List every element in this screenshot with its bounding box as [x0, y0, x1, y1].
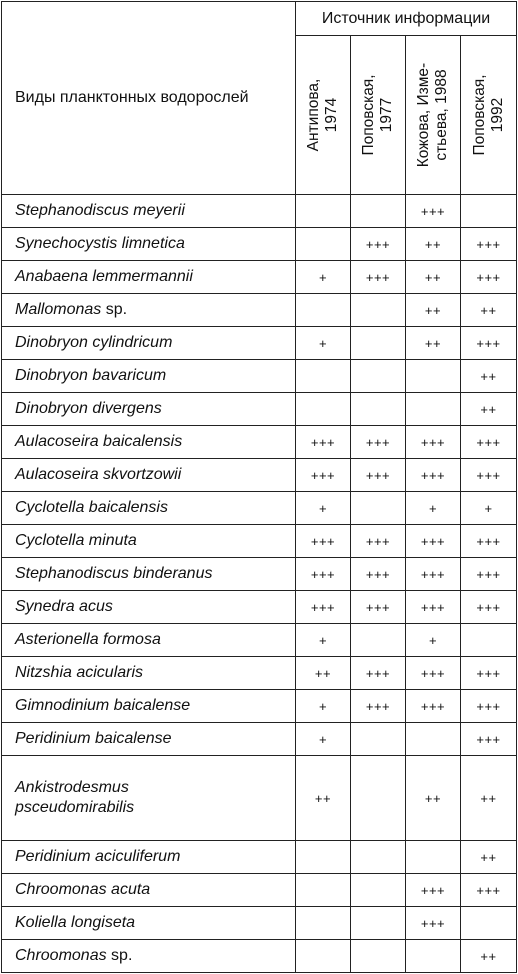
abundance-cell [296, 940, 351, 973]
abundance-cell [406, 940, 461, 973]
abundance-cell: +++ [296, 459, 351, 492]
abundance-cell [351, 723, 406, 756]
abundance-cell: + [296, 723, 351, 756]
abundance-cell: +++ [406, 459, 461, 492]
table-row [2, 327, 517, 360]
abundance-cell: + [296, 261, 351, 294]
species-name: Cyclotella baicalensis [15, 499, 168, 516]
abundance-cell [351, 624, 406, 657]
species-name: Chroomonas [15, 947, 107, 964]
source-label: Поповская, 1977 [360, 74, 395, 156]
species-name: Stephanodiscus binderanus [15, 565, 213, 582]
abundance-cell: +++ [351, 261, 406, 294]
species-name-cell [2, 492, 296, 525]
species-name: Synedra acus [15, 598, 113, 615]
abundance-cell: +++ [406, 591, 461, 624]
species-name-cell [2, 360, 296, 393]
table-row [2, 261, 517, 294]
species-name: Synechocystis limnetica [15, 235, 185, 252]
abundance-cell [461, 624, 517, 657]
table-row [2, 907, 517, 940]
species-name-cell [2, 195, 296, 228]
species-name: Anabaena lemmermannii [15, 268, 193, 285]
abundance-cell: +++ [351, 591, 406, 624]
source-header-popovskaya-1977 [351, 36, 406, 195]
table-row [2, 294, 517, 327]
species-name-cell [2, 426, 296, 459]
species-name-cell [2, 940, 296, 973]
abundance-cell: +++ [351, 558, 406, 591]
abundance-cell: + [461, 492, 517, 525]
table-body [2, 195, 517, 973]
source-label: Антипова, 1974 [305, 78, 340, 152]
species-name-cell [2, 874, 296, 907]
species-name: Aulacoseira skvortzowii [15, 466, 182, 483]
table-row [2, 591, 517, 624]
abundance-cell [406, 723, 461, 756]
abundance-cell: +++ [406, 426, 461, 459]
species-name-cell [2, 624, 296, 657]
species-name-cell [2, 591, 296, 624]
abundance-cell: ++ [461, 756, 517, 841]
abundance-cell [351, 294, 406, 327]
abundance-cell: ++ [461, 294, 517, 327]
abundance-cell: + [406, 624, 461, 657]
source-label: Поповская, 1992 [470, 74, 506, 156]
abundance-cell [461, 195, 517, 228]
header-row-top [2, 2, 517, 36]
abundance-cell [296, 907, 351, 940]
abundance-cell [351, 756, 406, 841]
abundance-cell [351, 874, 406, 907]
species-name: Aulacoseira baicalensis [15, 433, 183, 450]
abundance-cell: ++ [406, 327, 461, 360]
species-name: Gimnodinium baicalense [15, 697, 191, 714]
abundance-cell: ++ [461, 360, 517, 393]
abundance-cell: +++ [351, 657, 406, 690]
abundance-cell: +++ [461, 327, 517, 360]
abundance-cell: + [296, 492, 351, 525]
abundance-cell: +++ [406, 657, 461, 690]
abundance-cell: +++ [406, 907, 461, 940]
species-name-cell [2, 690, 296, 723]
abundance-cell [351, 360, 406, 393]
abundance-cell [296, 228, 351, 261]
abundance-cell: +++ [351, 426, 406, 459]
species-name: Dinobryon cylindricum [15, 334, 173, 351]
abundance-cell: +++ [351, 525, 406, 558]
abundance-cell: +++ [406, 690, 461, 723]
abundance-cell: +++ [461, 591, 517, 624]
table-row [2, 459, 517, 492]
table-row [2, 195, 517, 228]
abundance-cell: +++ [296, 525, 351, 558]
abundance-cell: ++ [461, 393, 517, 426]
species-column-header: Виды планктонных водорослей [2, 2, 296, 195]
species-name-cell [2, 261, 296, 294]
abundance-cell [406, 393, 461, 426]
abundance-cell [296, 393, 351, 426]
species-name: Cyclotella minuta [15, 532, 137, 549]
abundance-cell: ++ [461, 940, 517, 973]
species-name-cell [2, 393, 296, 426]
abundance-cell: +++ [351, 228, 406, 261]
abundance-cell [351, 492, 406, 525]
abundance-cell: +++ [461, 723, 517, 756]
table-row [2, 940, 517, 973]
abundance-cell: +++ [461, 558, 517, 591]
abundance-cell: ++ [406, 261, 461, 294]
table-row [2, 228, 517, 261]
species-name-cell [2, 841, 296, 874]
species-name-cell [2, 525, 296, 558]
species-name-cell [2, 558, 296, 591]
species-name: Ankistrodesmus psceudomirabilis [15, 779, 135, 816]
abundance-cell: +++ [461, 459, 517, 492]
species-name-cell [2, 459, 296, 492]
table-row [2, 492, 517, 525]
table-row [2, 756, 517, 841]
species-suffix: sp. [106, 947, 133, 964]
table-row [2, 360, 517, 393]
species-name: Peridinium baicalense [15, 730, 172, 747]
abundance-cell [351, 907, 406, 940]
abundance-cell: +++ [406, 525, 461, 558]
abundance-cell: ++ [406, 756, 461, 841]
table-row [2, 558, 517, 591]
table-row [2, 690, 517, 723]
species-suffix: sp. [101, 301, 128, 318]
species-name: Koliella longiseta [15, 914, 136, 931]
plankton-algae-table [1, 1, 517, 973]
abundance-cell: +++ [461, 525, 517, 558]
table-row [2, 874, 517, 907]
table-row [2, 723, 517, 756]
abundance-cell: ++ [461, 841, 517, 874]
abundance-cell [351, 841, 406, 874]
abundance-cell: +++ [406, 558, 461, 591]
species-name-cell [2, 907, 296, 940]
abundance-cell: ++ [296, 756, 351, 841]
abundance-cell: +++ [461, 261, 517, 294]
table-row [2, 426, 517, 459]
species-name: Asterionella formosa [15, 631, 161, 648]
abundance-cell [296, 294, 351, 327]
table-row [2, 624, 517, 657]
species-name: Stephanodiscus meyerii [15, 202, 185, 219]
table-row [2, 657, 517, 690]
abundance-cell: + [406, 492, 461, 525]
abundance-cell [351, 940, 406, 973]
abundance-cell: +++ [461, 228, 517, 261]
abundance-cell [296, 360, 351, 393]
abundance-cell [296, 841, 351, 874]
source-header-popovskaya-1992 [461, 36, 517, 195]
species-name-cell [2, 294, 296, 327]
species-name: Mallomonas [15, 301, 102, 318]
abundance-cell: +++ [461, 874, 517, 907]
table-row [2, 841, 517, 874]
source-label: Кожова, Изме- стьева, 1988 [415, 62, 450, 168]
abundance-cell [351, 327, 406, 360]
table-row [2, 393, 517, 426]
abundance-cell: +++ [351, 459, 406, 492]
abundance-cell: ++ [296, 657, 351, 690]
abundance-cell: +++ [351, 690, 406, 723]
abundance-cell: +++ [406, 874, 461, 907]
abundance-cell [461, 907, 517, 940]
source-header-kozhova-1988 [406, 36, 461, 195]
abundance-cell: +++ [296, 558, 351, 591]
abundance-cell: +++ [296, 591, 351, 624]
source-group-header: Источник информации [296, 2, 517, 36]
abundance-cell [351, 195, 406, 228]
abundance-cell [406, 841, 461, 874]
species-name-cell [2, 756, 296, 841]
species-name: Nitzshia acicularis [15, 664, 144, 681]
abundance-cell [351, 393, 406, 426]
species-name: Dinobryon bavaricum [15, 367, 167, 384]
species-name-cell [2, 657, 296, 690]
abundance-cell: +++ [461, 690, 517, 723]
abundance-cell [296, 874, 351, 907]
source-header-antipova-1974 [296, 36, 351, 195]
table-header [2, 2, 517, 195]
species-name: Dinobryon divergens [15, 400, 162, 417]
abundance-cell: +++ [296, 426, 351, 459]
abundance-cell: +++ [461, 657, 517, 690]
table-row [2, 525, 517, 558]
abundance-cell: + [296, 690, 351, 723]
species-name: Peridinium aciculiferum [15, 848, 181, 865]
abundance-cell: + [296, 327, 351, 360]
abundance-cell: +++ [406, 195, 461, 228]
abundance-cell: +++ [461, 426, 517, 459]
abundance-cell: ++ [406, 294, 461, 327]
abundance-cell [406, 360, 461, 393]
abundance-cell: ++ [406, 228, 461, 261]
species-name: Chroomonas acuta [15, 881, 151, 898]
abundance-cell [296, 195, 351, 228]
species-name-cell [2, 723, 296, 756]
abundance-cell: + [296, 624, 351, 657]
species-name-cell [2, 228, 296, 261]
species-name-cell [2, 327, 296, 360]
